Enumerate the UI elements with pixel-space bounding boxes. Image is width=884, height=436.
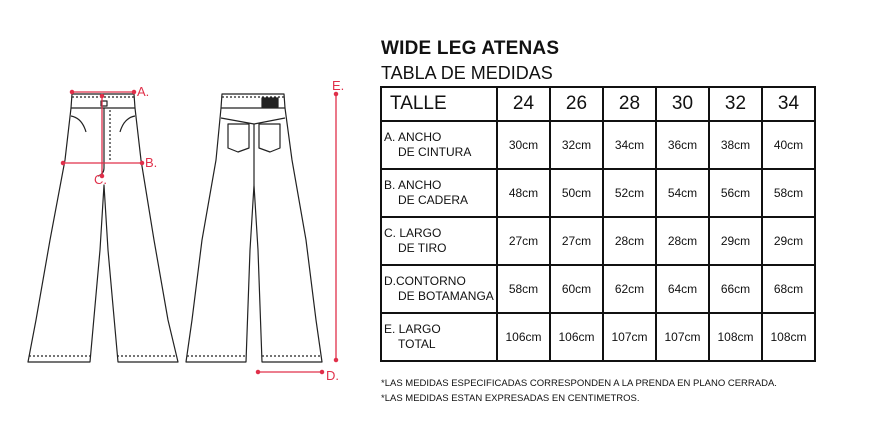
cell: 54cm	[656, 169, 709, 217]
table-subtitle: TABLA DE MEDIDAS	[381, 63, 553, 83]
size-28: 28	[603, 87, 656, 121]
cell: 108cm	[762, 313, 815, 361]
cell: 50cm	[550, 169, 603, 217]
row-label-line1: A. ANCHO	[384, 130, 442, 144]
cell: 38cm	[709, 121, 762, 169]
cell: 60cm	[550, 265, 603, 313]
cell: 62cm	[603, 265, 656, 313]
cell: 48cm	[497, 169, 550, 217]
table-row	[381, 169, 815, 217]
size-32: 32	[709, 87, 762, 121]
cell: 36cm	[656, 121, 709, 169]
row-label-line2: DE BOTAMANGA	[398, 289, 494, 303]
row-label-line1: C. LARGO	[384, 226, 442, 240]
footnote: *LAS MEDIDAS ESTAN EXPRESADAS EN CENTIMETROS.	[381, 393, 640, 404]
marker-e: E.	[332, 78, 345, 93]
cell: 66cm	[709, 265, 762, 313]
cell: 64cm	[656, 265, 709, 313]
row-label	[381, 169, 497, 217]
cell: 28cm	[656, 217, 709, 265]
size-24: 24	[497, 87, 550, 121]
cell: 68cm	[762, 265, 815, 313]
row-label	[381, 121, 497, 169]
cell: 29cm	[709, 217, 762, 265]
marker-d: D.	[326, 368, 339, 383]
front-view	[28, 94, 178, 362]
cell: 32cm	[550, 121, 603, 169]
cell: 106cm	[550, 313, 603, 361]
cell: 52cm	[603, 169, 656, 217]
table-row	[381, 217, 815, 265]
cell: 30cm	[497, 121, 550, 169]
cell: 27cm	[497, 217, 550, 265]
size-30: 30	[656, 87, 709, 121]
cell: 34cm	[603, 121, 656, 169]
cell: 28cm	[603, 217, 656, 265]
table-row	[381, 313, 815, 361]
cell: 107cm	[603, 313, 656, 361]
row-label-line2: DE CINTURA	[398, 145, 472, 159]
marker-c: C.	[94, 172, 107, 187]
cell: 108cm	[709, 313, 762, 361]
table-row	[381, 121, 815, 169]
row-label	[381, 265, 497, 313]
row-label-line2: DE CADERA	[398, 193, 469, 207]
size-26: 26	[550, 87, 603, 121]
size-34: 34	[762, 87, 815, 121]
cell: 58cm	[762, 169, 815, 217]
footnote: *LAS MEDIDAS ESPECIFICADAS CORRESPONDEN A LA PRENDA EN PLANO CERRADA.	[381, 378, 777, 389]
product-title: WIDE LEG ATENAS	[381, 38, 560, 59]
cell: 106cm	[497, 313, 550, 361]
size-table	[380, 86, 816, 362]
size-header-row	[381, 87, 815, 121]
footnotes	[381, 376, 777, 406]
marker-b: B.	[145, 155, 158, 170]
cell: 107cm	[656, 313, 709, 361]
row-label	[381, 313, 497, 361]
cell: 40cm	[762, 121, 815, 169]
cell: 56cm	[709, 169, 762, 217]
row-label-line1: B. ANCHO	[384, 178, 442, 192]
cell: 58cm	[497, 265, 550, 313]
row-label	[381, 217, 497, 265]
row-label-line2: DE TIRO	[398, 241, 447, 255]
row-label-line1: E. LARGO	[384, 322, 441, 336]
table-row	[381, 265, 815, 313]
row-label-line1: D.CONTORNO	[384, 274, 466, 288]
cell: 27cm	[550, 217, 603, 265]
marker-a: A.	[137, 84, 150, 99]
back-view	[186, 94, 322, 362]
row-label-line2: TOTAL	[398, 337, 436, 351]
jeans-illustration	[0, 0, 370, 436]
header-label: TALLE	[381, 87, 497, 121]
cell: 29cm	[762, 217, 815, 265]
